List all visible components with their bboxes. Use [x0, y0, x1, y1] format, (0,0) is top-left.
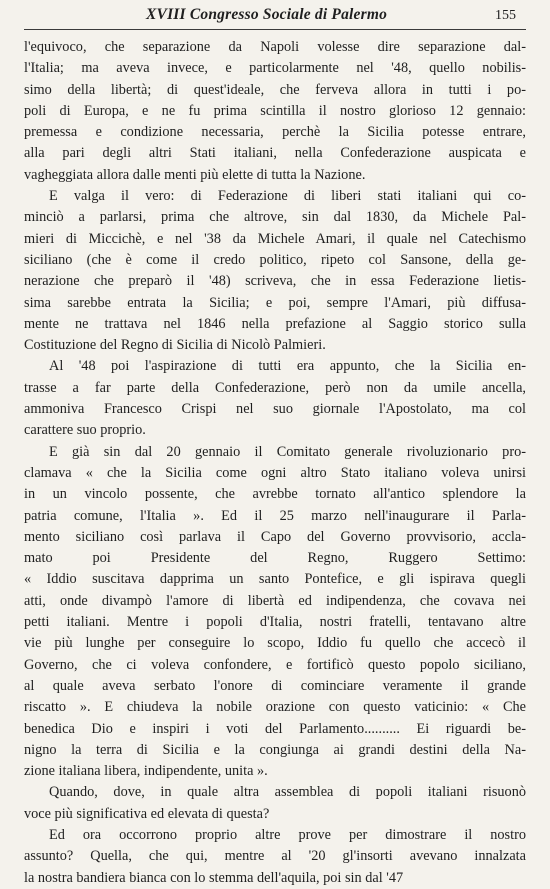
text-line: Quando, dove, in quale altra assemblea di popoli italiani risuonò	[49, 784, 526, 801]
text-line: zione italiana libera, indipendente, unita ».	[24, 763, 268, 780]
text-line: atti, onde divampò l'amore di libertà ed indipendenza, che covava nei	[24, 592, 526, 609]
paragraph	[24, 356, 526, 441]
text-line: Costituzione del Regno di Sicilia di Nicolò Palmieri.	[24, 337, 326, 354]
text-line: mento siciliano così parlava il Capo del Governo provvisorio, accla-	[24, 528, 526, 545]
text-line: patria comune, l'Italia ». Ed il 25 marzo nell'inaugurare il Parla-	[24, 507, 526, 524]
text-line: minciò a parlarsi, prima che altrove, sin dal 1830, da Michele Pal-	[24, 209, 526, 226]
paragraph	[24, 825, 526, 889]
text-line: simo della libertà; di quest'ideale, che ferveva allora in tutti i po-	[24, 81, 526, 98]
text-line: voce più significativa ed elevata di questa?	[24, 805, 270, 822]
text-line: vie più lunghe per conseguire lo scopo, Iddio fu quello che accecò il	[24, 635, 526, 652]
paragraph	[24, 442, 526, 783]
text-line: premessa e condizione necessaria, perchè la Sicilia potesse entrare,	[24, 124, 526, 141]
text-line: al quale aveva serbato l'onore di cominciare veramente il grande	[24, 677, 526, 694]
text-line: alla pari degli altri Stati italiani, nella Confederazione auspicata e	[24, 145, 526, 162]
text-line: vagheggiata allora dalle menti più elette di tutta la Nazione.	[24, 166, 366, 183]
text-line: carattere suo proprio.	[24, 422, 146, 439]
text-line: trasse a far parte della Confederazione, però non da umile ancella,	[24, 379, 526, 396]
text-line: assunto? Quella, che qui, mentre al '20 gl'insorti avevano innalzata	[24, 848, 526, 865]
text-line: la nostra bandiera bianca con lo stemma dell'aquila, poi sin dal '47	[24, 869, 404, 886]
text-line: Al '48 poi l'aspirazione di tutti era appunto, che la Sicilia en-	[49, 358, 526, 375]
text-line: E valga il vero: di Federazione di liberi stati italiani qui co-	[49, 188, 526, 205]
paragraph	[24, 782, 526, 825]
text-line: nigno la terra di Sicilia e la congiunga ai grandi destini della Na-	[24, 741, 526, 758]
text-line: « Iddio suscitava dapprima un santo Pontefice, e gli ispirava quegli	[24, 571, 526, 588]
text-line: l'equivoco, che separazione da Napoli volesse dire separazione dal-	[24, 39, 526, 55]
text-line: petti italiani. Mentre i popoli d'Italia, nostri fratelli, tentavano altre	[24, 614, 526, 631]
text-line: clamava « che la Sicilia come ogni altro Stato italiano voleva unirsi	[24, 464, 526, 481]
text-line: sima sarebbe entrata la Sicilia; e poi, sempre l'Amari, più diffusa-	[24, 294, 526, 311]
text-line: mieri di Miccichè, e nel '38 da Michele Amari, il quale nel Catechismo	[24, 230, 526, 247]
text-line: siciliano (che è come il credo politico, ripeto col Sansone, della ge-	[24, 251, 526, 268]
text-line: benedica Dio e inspiri i voti del Parlamento.......... Ei riguardi be-	[24, 720, 526, 737]
text-line: Ed ora occorrono proprio altre prove per dimostrare il nostro	[49, 826, 526, 843]
text-line: poli di Europa, e ne fu prima scintilla il nostro glorioso 12 gennaio:	[24, 102, 526, 119]
text-line: ammoniva Francesco Crispi nel suo giornale l'Apostolato, ma col	[24, 401, 526, 418]
running-head	[24, 6, 526, 30]
text-line: mente ne trattava nel 1846 nella prefazione al Saggio storico sulla	[24, 315, 526, 332]
text-line: in un vincolo possente, che avrebbe tornato all'antico splendore la	[24, 486, 526, 503]
text-line: mato poi Presidente del Regno, Ruggero Settimo:	[24, 550, 526, 567]
paragraph	[24, 37, 526, 186]
text-line: l'Italia; ma aveva invece, e particolarmente nel '48, quello nobilis-	[24, 60, 526, 77]
page-body	[24, 37, 526, 889]
running-title: XVIII Congresso Sociale di Palermo	[146, 6, 388, 23]
page-number: 155	[495, 8, 516, 23]
text-line: Governo, che ci voleva confondere, e fortificò questo popolo siciliano,	[24, 656, 526, 673]
text-line: riscatto ». E chiudeva la nobile orazione con questo vaticinio: « Che	[24, 699, 526, 716]
paragraph	[24, 186, 526, 356]
text-line: nerazione che preparò il '48) scriveva, che in essa Federazione lietis-	[24, 273, 526, 290]
text-line: E già sin dal 20 gennaio il Comitato generale rivoluzionario pro-	[49, 443, 526, 460]
